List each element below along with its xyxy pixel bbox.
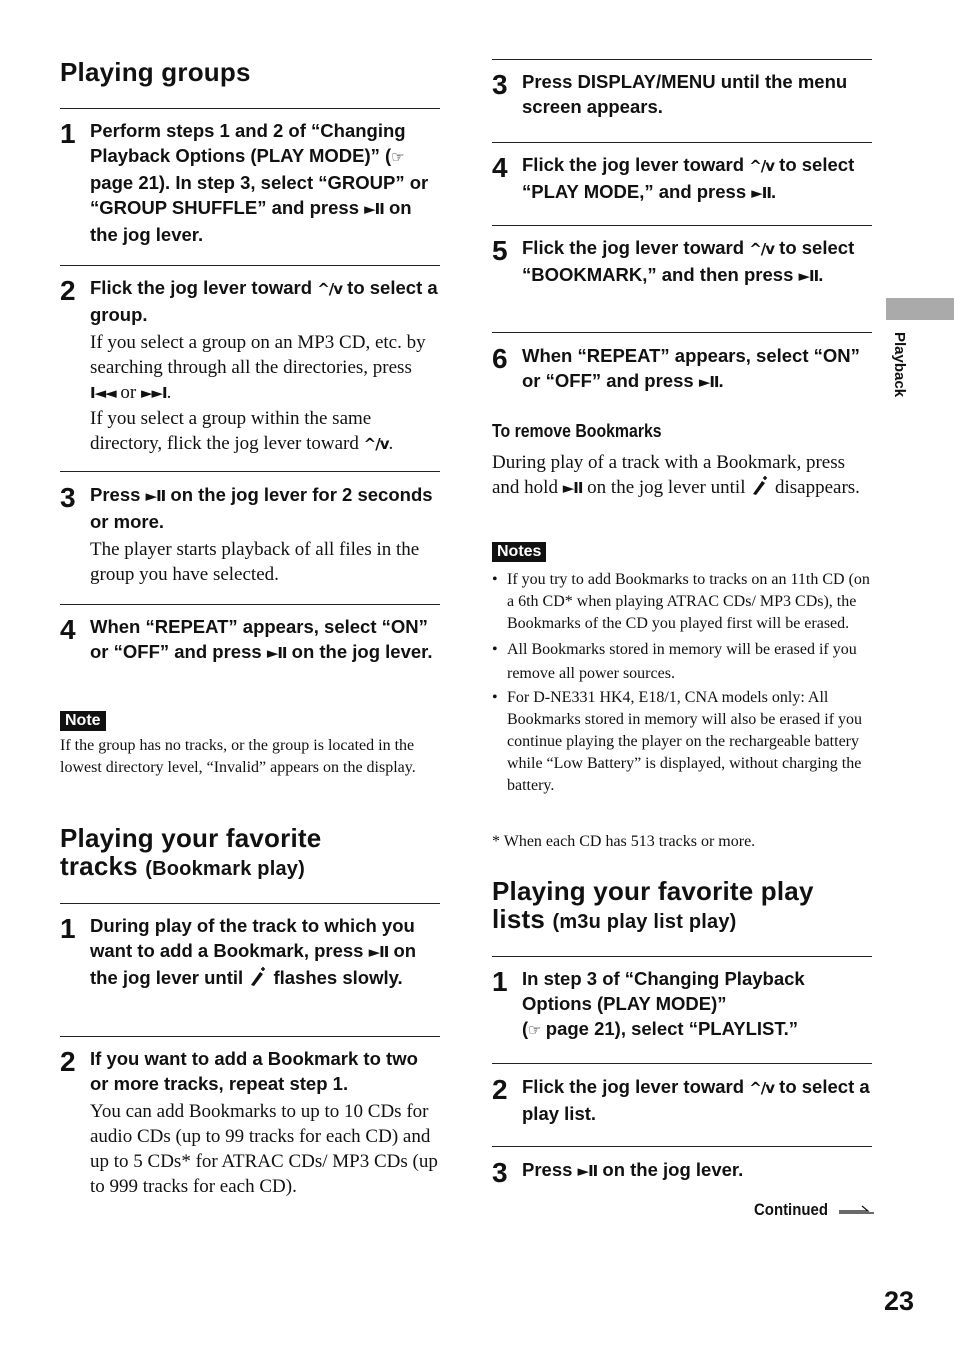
side-tab-marker (886, 298, 954, 320)
divider (492, 59, 872, 60)
notes-list (492, 569, 872, 797)
continued-arrow-icon (838, 1200, 876, 1220)
section-title-playing-groups: Playing groups (60, 57, 251, 87)
play-pause-icon: ►II (577, 1162, 598, 1180)
step-number: 4 (60, 614, 76, 645)
step-title: Flick the jog lever toward ^/v to select “BOOKMARK,” and then press ►II. (522, 237, 855, 285)
previous-icon: I◄◄ (90, 384, 116, 402)
step-title: During play of the track to which you want to add a Bookmark, press ►II on the jog lever until flashes slowly. (90, 913, 440, 993)
bookmark-icon (750, 476, 770, 503)
step-number: 2 (60, 275, 76, 306)
step-number: 2 (492, 1074, 508, 1105)
bookmark-step-2 (60, 1046, 440, 1199)
up-down-icon: ^/v (363, 435, 389, 453)
step-number: 1 (492, 966, 508, 997)
up-down-icon: ^/v (317, 280, 343, 298)
step-body: The player starts playback of all files in the group you have selected. (90, 539, 420, 585)
step-title: Press ►II on the jog lever. (522, 1159, 744, 1180)
section-title-playlists: Playing your favorite play lists (m3u play list play) (492, 876, 814, 934)
note-badge: Note (60, 711, 106, 731)
bookmark-step-6 (492, 343, 872, 395)
side-tab-label: Playback (891, 332, 908, 398)
notes-badge: Notes (492, 542, 546, 562)
step-2 (60, 275, 440, 457)
bookmark-icon (248, 967, 268, 993)
step-title: Flick the jog lever toward ^/v to select “PLAY MODE,” and press ►II. (522, 154, 855, 202)
divider (492, 225, 872, 226)
step-title: If you want to add a Bookmark to two or more tracks, repeat step 1. (90, 1048, 418, 1094)
step-number: 3 (492, 69, 508, 100)
divider (60, 1036, 440, 1037)
play-pause-icon: ►II (266, 644, 287, 662)
footnote: * When each CD has 513 tracks or more. (492, 833, 756, 850)
next-icon: ►►I (140, 384, 167, 402)
step-3 (60, 482, 440, 587)
step-title: Perform steps 1 and 2 of “Changing Playback Options (PLAY MODE)” (☞ page 21). In step 3, select “GROUP” or “GROUP SHUFFLE” and press ►II on the jog lever. (90, 120, 429, 245)
remove-bookmarks-heading: To remove Bookmarks (492, 421, 662, 441)
up-down-icon: ^/v (749, 240, 775, 258)
bookmark-step-1 (60, 913, 440, 993)
step-body: You can add Bookmarks to up to 10 CDs for audio CDs (up to 99 tracks for each CD) and up to 5 CDs* for ATRAC CDs/ MP3 CDs (up to 999 tracks for each CD). (90, 1101, 438, 1197)
divider (60, 903, 440, 904)
play-pause-icon: ►II (368, 943, 389, 961)
reference-icon: ☞ (391, 148, 404, 166)
up-down-icon: ^/v (749, 157, 775, 175)
section-title-bookmark: Playing your favorite tracks (Bookmark play) (60, 823, 322, 881)
bookmark-step-3 (492, 69, 872, 119)
step-number: 3 (492, 1157, 508, 1188)
step-number: 1 (60, 913, 76, 944)
step-title: In step 3 of “Changing Playback Options (PLAY MODE)” (☞ page 21), select “PLAYLIST.” (522, 968, 805, 1039)
step-title: When “REPEAT” appears, select “ON” or “OFF” and press ►II. (522, 345, 860, 391)
play-pause-icon: ►II (698, 373, 719, 391)
step-body: If you select a group on an MP3 CD, etc. by searching through all the directories, press I◄◄ or ►►I. If you select a group within the same directory, flick the jog lever toward ^/v. (90, 332, 426, 454)
remove-bookmarks-text: During play of a track with a Bookmark, press and hold ►II on the jog lever until disappears. (492, 450, 868, 503)
step-number: 4 (492, 152, 508, 183)
reference-icon: ☞ (528, 1021, 541, 1039)
note-item: • All Bookmarks stored in memory will be erased if you remove all power sources. (492, 638, 872, 686)
continued-label: Continued (754, 1200, 876, 1220)
step-title: When “REPEAT” appears, select “ON” or “OFF” and press ►II on the jog lever. (90, 616, 433, 662)
divider (492, 1063, 872, 1064)
divider (60, 265, 440, 266)
step-title: Press DISPLAY/MENU until the menu screen appears. (522, 71, 848, 117)
step-number: 3 (60, 482, 76, 513)
step-title: Flick the jog lever toward ^/v to select a group. (90, 277, 438, 325)
step-1 (60, 118, 440, 247)
step-4 (60, 614, 440, 666)
note-item: • For D-NE331 HK4, E18/1, CNA models only: All Bookmarks stored in memory will also be erased if you continue playing the player on the rechargeable battery while “Low Battery” is displayed, without charging the battery. (492, 687, 872, 797)
step-number: 5 (492, 235, 508, 266)
bookmark-step-4 (492, 152, 872, 206)
divider (492, 1146, 872, 1147)
up-down-icon: ^/v (749, 1079, 775, 1097)
play-pause-icon: ►II (145, 487, 166, 505)
divider (492, 142, 872, 143)
playlist-step-1 (492, 966, 872, 1043)
play-pause-icon: ►II (364, 200, 384, 218)
step-number: 1 (60, 118, 76, 149)
divider (492, 332, 872, 333)
play-pause-icon: ►II (798, 267, 819, 285)
page-number: 23 (884, 1286, 915, 1316)
note-item: • If you try to add Bookmarks to tracks on an 11th CD (on a 6th CD* when playing ATRAC CDs/ MP3 CDs), the Bookmarks of the CD you played first will be erased. (492, 569, 872, 635)
divider (60, 471, 440, 472)
play-pause-icon: ►II (562, 479, 583, 497)
divider (492, 956, 872, 957)
divider (60, 108, 440, 109)
step-title: Press ►II on the jog lever for 2 seconds or more. (90, 484, 433, 532)
step-number: 6 (492, 343, 508, 374)
bookmark-step-5 (492, 235, 872, 289)
step-number: 2 (60, 1046, 76, 1077)
divider (60, 604, 440, 605)
playlist-step-3 (492, 1157, 872, 1188)
playlist-step-2 (492, 1074, 872, 1126)
note-text: If the group has no tracks, or the group is located in the lowest directory level, “Invalid” appears on the display. (60, 737, 416, 776)
play-pause-icon: ►II (751, 184, 771, 202)
step-title: Flick the jog lever toward ^/v to select a play list. (522, 1076, 870, 1124)
